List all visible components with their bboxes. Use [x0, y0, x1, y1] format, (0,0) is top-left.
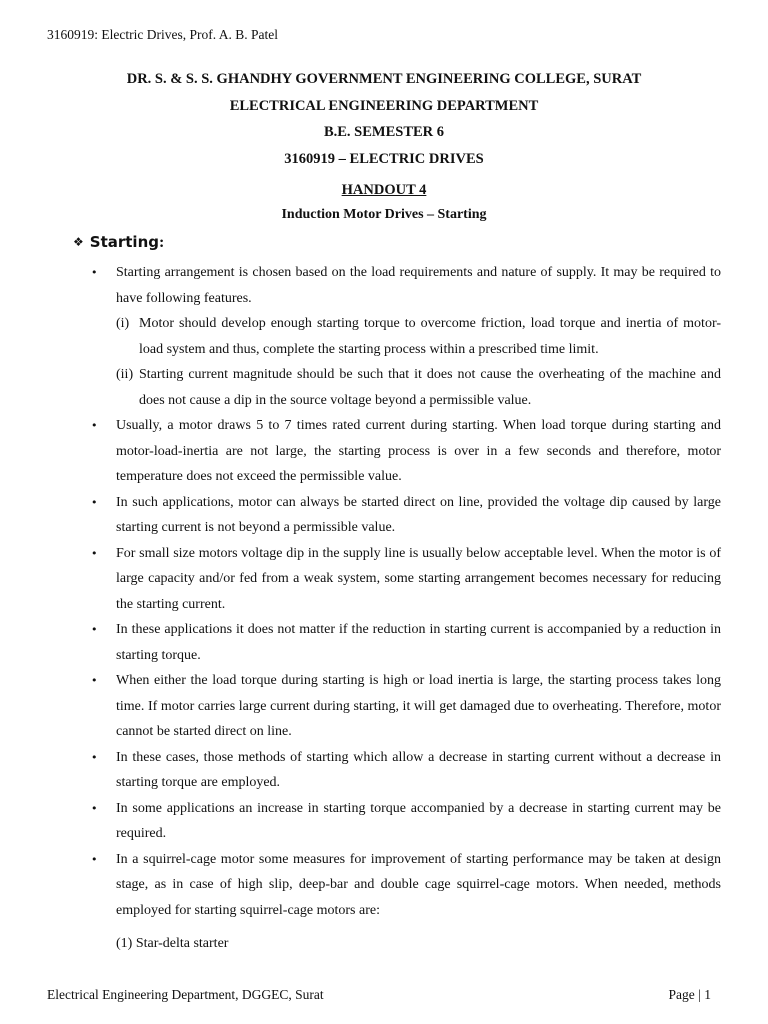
bullet-icon: •: [91, 495, 98, 509]
bullet-icon: •: [91, 674, 98, 687]
list-item-text: In these cases, those methods of starting which allow a decrease in starting current without a decrease in starting torque are employed.: [116, 749, 721, 790]
bullet-icon: •: [91, 852, 98, 866]
page-number: Page | 1: [668, 987, 711, 1002]
section-label: Starting: [89, 233, 159, 251]
list-item: [91, 541, 721, 618]
sub-item-text: Motor should develop enough starting torque to overcome friction, load torque and inertia of motor-load system and thus, complete the starting process within a prescribed time limit.: [139, 316, 721, 357]
college-name: DR. S. & S. S. GHANDHY GOVERNMENT ENGINEERING COLLEGE, SURAT: [126, 71, 642, 87]
running-footer: Electrical Engineering Department, DGGEC, Surat: [47, 987, 324, 1002]
list-item: [91, 847, 721, 924]
department-name: ELECTRICAL ENGINEERING DEPARTMENT: [229, 97, 539, 114]
handout-title: HANDOUT 4: [341, 182, 427, 198]
list-item: [91, 796, 721, 847]
list-item-text: When either the load torque during starting is high or load inertia is large, the starting process takes long time. If motor carries large current during starting, it will get damaged due to overheating. Therefore, motor cannot be started direct on line.: [116, 673, 721, 739]
section-colon: :: [159, 234, 165, 251]
running-header: 3160919: Electric Drives, Prof. A. B. Patel: [47, 27, 278, 42]
list-item-text: In such applications, motor can always be started direct on line, provided the voltage dip caused by large starting current is not beyond a permissible value.: [116, 494, 721, 535]
list-item-text: In a squirrel-cage motor some measures for improvement of starting performance may be taken at design stage, as in case of high slip, deep-bar and double cage squirrel-cage motors. When needed, methods employed for starting squirrel-cage motors are:: [116, 851, 721, 918]
bullet-icon: •: [91, 750, 98, 764]
list-item: [91, 413, 721, 490]
list-item-text: Usually, a motor draws 5 to 7 times rated current during starting. When load torque during starting and motor-load-inertia are not large, the starting process is over in a few seconds and therefore, motor temperature does not exceed the permissible value.: [116, 418, 721, 484]
bullet-icon: •: [91, 266, 98, 279]
diamond-bullet-icon: ❖: [73, 235, 84, 249]
semester: B.E. SEMESTER 6: [323, 124, 445, 140]
course-title: 3160919 – ELECTRIC DRIVES: [284, 150, 484, 167]
sub-list-item: [91, 362, 721, 413]
sub-item-number: (ii): [116, 367, 134, 382]
sub-item-text: Starting current magnitude should be such that it does not cause the overheating of the machine and does not cause a dip in the source voltage beyond a permissible value.: [139, 367, 721, 408]
document-body: [91, 260, 721, 957]
sub-item-number: (i): [116, 316, 130, 331]
bullet-icon: •: [91, 419, 98, 432]
bullet-icon: •: [91, 801, 98, 815]
handout-subtitle: Induction Motor Drives – Starting: [281, 207, 487, 222]
list-item-text: For small size motors voltage dip in the supply line is usually below acceptable level. When the motor is of large capacity and/or fed from a weak system, some starting arrangement becomes necessary for reducing the starting current.: [116, 545, 721, 612]
list-item: [91, 260, 721, 311]
list-item: [91, 490, 721, 541]
sub-list-item: [91, 311, 721, 362]
list-item: [91, 668, 721, 745]
section-heading: [73, 233, 164, 252]
list-item: [91, 617, 721, 668]
bullet-icon: •: [91, 546, 98, 560]
starter-method-item: (1) Star-delta starter: [116, 936, 229, 951]
title-block: [0, 66, 768, 172]
list-item-text: In some applications an increase in starting torque accompanied by a decrease in starting current may be required.: [116, 800, 721, 841]
list-item: [91, 745, 721, 796]
list-item-text: In these applications it does not matter if the reduction in starting current is accompanied by a reduction in starting torque.: [116, 622, 721, 663]
bullet-icon: •: [91, 623, 98, 636]
list-item-text: Starting arrangement is chosen based on the load requirements and nature of supply. It may be required to have following features.: [116, 265, 721, 306]
